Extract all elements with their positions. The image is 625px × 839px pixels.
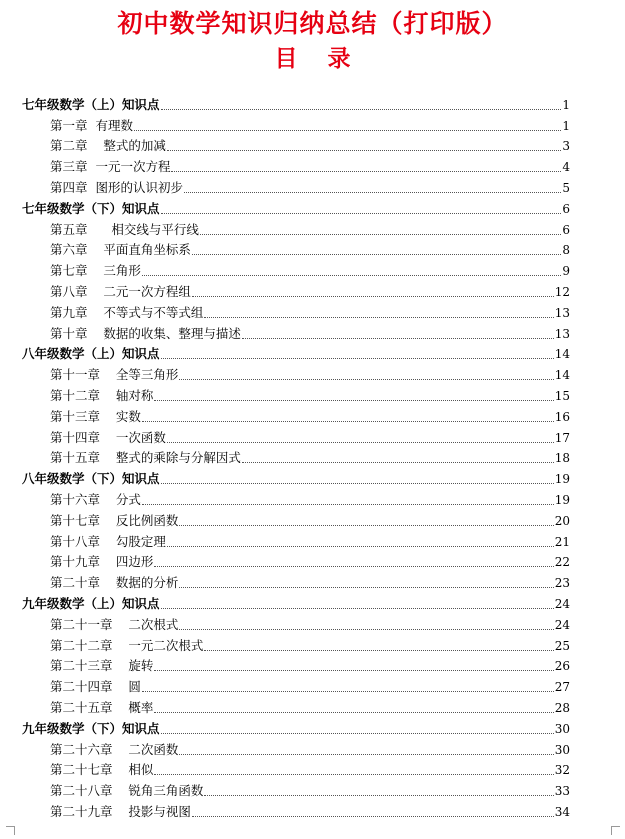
- toc-chapter-label: 第十七章 反比例函数: [50, 512, 179, 528]
- toc-chapter-label: 第二十四章 圆: [50, 679, 141, 695]
- toc-dot-leader: [179, 628, 553, 630]
- toc-chapter-label: 第十三章 实数: [50, 408, 141, 424]
- toc-chapter-label: 第二十九章 投影与视图: [50, 803, 191, 819]
- toc-section-row[interactable]: [22, 196, 570, 217]
- toc-chapter-row[interactable]: [22, 258, 570, 279]
- toc-page-number: 19: [554, 472, 570, 487]
- toc-chapter-row[interactable]: [22, 134, 570, 155]
- toc-page-number: 24: [554, 617, 570, 632]
- toc-page-number: 14: [554, 368, 570, 383]
- toc-dot-leader: [200, 233, 562, 235]
- toc-chapter-label: 第六章 平面直角坐标系: [50, 242, 191, 258]
- toc-chapter-label: 第二十二章 一元二次根式: [50, 637, 204, 653]
- toc-chapter-label: 第十二章 轴对称: [50, 387, 154, 403]
- toc-section-label: 八年级数学（下）知识点: [22, 471, 160, 487]
- document-title: 初中数学知识归纳总结（打印版）: [117, 9, 508, 38]
- toc-chapter-label: 第二十一章 二次根式: [50, 616, 179, 632]
- toc-dot-leader: [204, 316, 553, 318]
- toc-chapter-label: 第二十章 数据的分析: [50, 575, 179, 591]
- toc-section-label: 七年级数学（上）知识点: [22, 96, 160, 112]
- toc-chapter-row[interactable]: [22, 695, 570, 716]
- toc-page-number: 8: [562, 243, 570, 258]
- toc-chapter-row[interactable]: [22, 778, 570, 799]
- toc-page-number: 16: [554, 409, 570, 424]
- toc-page-number: 13: [554, 326, 570, 341]
- toc-chapter-row[interactable]: [22, 238, 570, 259]
- toc-chapter-label: 第五章 相交线与平行线: [50, 221, 199, 237]
- toc-chapter-row[interactable]: [22, 612, 570, 633]
- toc-dot-leader: [161, 108, 562, 110]
- toc-dot-leader: [161, 357, 554, 359]
- toc-chapter-label: 第八章 二元一次方程组: [50, 283, 191, 299]
- toc-chapter-row[interactable]: [22, 279, 570, 300]
- toc-dot-leader: [179, 378, 553, 380]
- toc-dot-leader: [167, 441, 554, 443]
- toc-dot-leader: [242, 461, 554, 463]
- toc-page-number: 24: [554, 596, 570, 611]
- toc-dot-leader: [154, 565, 553, 567]
- toc-chapter-row[interactable]: [22, 175, 570, 196]
- toc-chapter-row[interactable]: [22, 529, 570, 550]
- toc-chapter-row[interactable]: [22, 758, 570, 779]
- toc-chapter-label: 第十五章 整式的乘除与分解因式: [50, 450, 241, 466]
- toc-dot-leader: [161, 607, 554, 609]
- toc-dot-leader: [154, 711, 553, 713]
- toc-chapter-row[interactable]: [22, 674, 570, 695]
- toc-dot-leader: [134, 129, 561, 131]
- toc-dot-leader: [161, 212, 562, 214]
- toc-chapter-label: 第一章 有理数: [50, 117, 133, 133]
- toc-chapter-label: 第四章 图形的认识初步: [50, 179, 183, 195]
- toc-dot-leader: [204, 649, 553, 651]
- toc-chapter-label: 第二十七章 相似: [50, 762, 154, 778]
- toc-dot-leader: [154, 399, 553, 401]
- toc-chapter-label: 第十四章 一次函数: [50, 429, 166, 445]
- toc-chapter-row[interactable]: [22, 300, 570, 321]
- toc-dot-leader: [171, 170, 561, 172]
- toc-section-row[interactable]: [22, 342, 570, 363]
- toc-chapter-label: 第七章 三角形: [50, 263, 141, 279]
- toc-chapter-row[interactable]: [22, 154, 570, 175]
- toc-page-number: 15: [554, 388, 570, 403]
- toc-section-row[interactable]: [22, 591, 570, 612]
- toc-chapter-row[interactable]: [22, 799, 570, 820]
- toc-dot-leader: [142, 274, 561, 276]
- toc-page-number: 34: [554, 804, 570, 819]
- toc-section-row[interactable]: [22, 716, 570, 737]
- toc-chapter-row[interactable]: [22, 446, 570, 467]
- toc-chapter-label: 第十六章 分式: [50, 491, 141, 507]
- toc-chapter-label: 第二十八章 锐角三角函数: [50, 783, 204, 799]
- toc-page-number: 1: [562, 118, 570, 133]
- toc-section-label: 七年级数学（下）知识点: [22, 200, 160, 216]
- toc-chapter-row[interactable]: [22, 113, 570, 134]
- toc-chapter-row[interactable]: [22, 321, 570, 342]
- toc-dot-leader: [204, 794, 553, 796]
- toc-dot-leader: [192, 295, 554, 297]
- toc-dot-leader: [167, 545, 554, 547]
- toc-dot-leader: [167, 149, 561, 151]
- toc-chapter-row[interactable]: [22, 362, 570, 383]
- toc-page-number: 1: [562, 97, 570, 112]
- page-corner-mark-left: [6, 826, 15, 835]
- toc-page-number: 9: [562, 264, 570, 279]
- toc-dot-leader: [154, 669, 553, 671]
- toc-page-number: 14: [554, 347, 570, 362]
- toc-chapter-row[interactable]: [22, 383, 570, 404]
- toc-page-number: 17: [554, 430, 570, 445]
- toc-chapter-row[interactable]: [22, 633, 570, 654]
- toc-dot-leader: [142, 503, 554, 505]
- toc-dot-leader: [184, 191, 561, 193]
- toc-dot-leader: [161, 482, 554, 484]
- toc-page-number: 6: [562, 201, 570, 216]
- toc-chapter-row[interactable]: [22, 570, 570, 591]
- toc-chapter-label: 第三章 一元一次方程: [50, 159, 171, 175]
- toc-page-number: 30: [554, 742, 570, 757]
- toc-chapter-row[interactable]: [22, 737, 570, 758]
- toc-chapter-row[interactable]: [22, 508, 570, 529]
- toc-chapter-row[interactable]: [22, 404, 570, 425]
- toc-chapter-label: 第十章 数据的收集、整理与描述: [50, 325, 241, 341]
- toc-page-number: 33: [554, 784, 570, 799]
- toc-page-number: 20: [554, 513, 570, 528]
- toc-page-number: 12: [554, 284, 570, 299]
- toc-dot-leader: [179, 753, 553, 755]
- toc-chapter-row[interactable]: [22, 550, 570, 571]
- toc-section-row[interactable]: [22, 92, 570, 113]
- toc-heading: 目录: [274, 46, 381, 72]
- toc-chapter-label: 第十九章 四边形: [50, 554, 154, 570]
- toc-page-number: 6: [562, 222, 570, 237]
- toc-dot-leader: [242, 337, 554, 339]
- toc-section-label: 八年级数学（上）知识点: [22, 346, 160, 362]
- toc-section-row[interactable]: [22, 466, 570, 487]
- toc-page-number: 26: [554, 659, 570, 674]
- toc-section-label: 九年级数学（上）知识点: [22, 595, 160, 611]
- toc-dot-leader: [192, 815, 554, 817]
- page-corner-mark-right: [611, 826, 620, 835]
- toc-chapter-label: 第二十六章 二次函数: [50, 741, 179, 757]
- toc-section-label: 九年级数学（下）知识点: [22, 720, 160, 736]
- toc-chapter-label: 第二十三章 旋转: [50, 658, 154, 674]
- toc-dot-leader: [192, 253, 561, 255]
- toc-dot-leader: [161, 732, 554, 734]
- toc-page-number: 22: [554, 555, 570, 570]
- toc-chapter-label: 第十八章 勾股定理: [50, 533, 166, 549]
- toc-chapter-row[interactable]: [22, 654, 570, 675]
- toc-chapter-row[interactable]: [22, 217, 570, 238]
- toc-dot-leader: [142, 420, 554, 422]
- toc-dot-leader: [179, 586, 553, 588]
- table-of-contents: [22, 92, 570, 820]
- toc-dot-leader: [179, 524, 553, 526]
- toc-dot-leader: [142, 690, 554, 692]
- toc-page-number: 5: [562, 180, 570, 195]
- toc-page-number: 4: [562, 160, 570, 175]
- toc-chapter-label: 第二章 整式的加减: [50, 138, 166, 154]
- toc-chapter-label: 第二十五章 概率: [50, 699, 154, 715]
- toc-page-number: 18: [554, 451, 570, 466]
- toc-chapter-label: 第九章 不等式与不等式组: [50, 304, 204, 320]
- toc-page-number: 21: [554, 534, 570, 549]
- toc-dot-leader: [154, 773, 553, 775]
- toc-chapter-label: 第十一章 全等三角形: [50, 367, 179, 383]
- toc-page-number: 23: [554, 576, 570, 591]
- toc-chapter-row[interactable]: [22, 425, 570, 446]
- toc-page-number: 25: [554, 638, 570, 653]
- toc-page-number: 3: [562, 139, 570, 154]
- toc-page-number: 32: [554, 763, 570, 778]
- toc-chapter-row[interactable]: [22, 487, 570, 508]
- toc-page-number: 28: [554, 700, 570, 715]
- toc-page-number: 27: [554, 680, 570, 695]
- toc-page-number: 13: [554, 305, 570, 320]
- toc-page-number: 19: [554, 492, 570, 507]
- toc-page-number: 30: [554, 721, 570, 736]
